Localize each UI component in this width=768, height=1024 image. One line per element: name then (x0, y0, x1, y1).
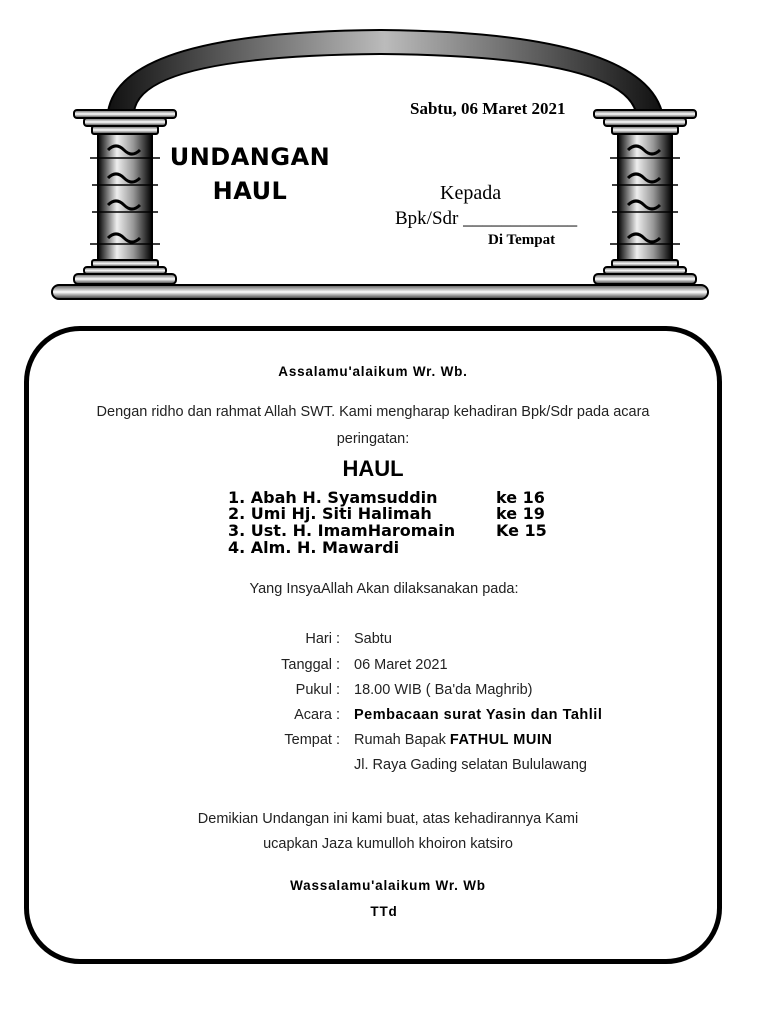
tempat-value (354, 732, 552, 748)
address-value: Jl. Raya Gading selatan Bululawang (354, 757, 587, 773)
hari-value: Sabtu (354, 631, 392, 647)
tempat-label: Tempat : (284, 732, 340, 748)
acara-label: Acara : (294, 707, 340, 723)
haul-name: 2. Umi Hj. Siti Halimah (228, 504, 432, 523)
tanggal-label: Tanggal : (281, 657, 340, 673)
closing-line-2: ucapkan Jaza kumulloh khoiron katsiro (263, 836, 513, 852)
haul-list-item (228, 539, 496, 556)
farewell: Wassalamu'alaikum Wr. Wb (290, 878, 486, 893)
intro-line-2: peringatan: (336, 431, 410, 447)
right-column (594, 110, 696, 284)
tempat-prefix: Rumah Bapak (354, 732, 446, 748)
intro-line-1: Dengan ridho dan rahmat Allah SWT. Kami mengharap kehadiran Bpk/Sdr pada acara (96, 404, 650, 420)
di-tempat-label: Di Tempat (488, 232, 556, 248)
title-undangan: UNDANGAN (169, 143, 331, 171)
greeting: Assalamu'alaikum Wr. Wb. (278, 364, 468, 379)
haul-ke: ke 19 (496, 504, 545, 523)
haul-name: 3. Ust. H. ImamHaromain (228, 521, 456, 540)
recipient-line: Bpk/Sdr ____________ (395, 208, 578, 229)
acara-value (354, 707, 602, 723)
haul-heading: HAUL (342, 456, 404, 481)
schedule-intro: Yang InsyaAllah Akan dilaksanakan pada: (249, 581, 519, 597)
base-platform (52, 285, 708, 299)
pukul-label: Pukul : (295, 682, 340, 698)
tanggal-value: 06 Maret 2021 (354, 657, 448, 673)
invitation-date: Sabtu, 06 Maret 2021 (410, 99, 566, 118)
haul-list-item (228, 505, 545, 522)
hari-label: Hari : (305, 631, 340, 647)
tempat-name: FATHUL MUIN (449, 732, 553, 748)
title-haul: HAUL (212, 177, 288, 205)
acara-value-text: Pembacaan surat Yasin dan Tahlil (354, 707, 603, 723)
closing-line-1: Demikian Undangan ini kami buat, atas kehadirannya Kami (197, 811, 579, 827)
haul-ke: ke 16 (496, 488, 545, 507)
arch-shape (108, 30, 662, 112)
haul-name: 4. Alm. H. Mawardi (228, 538, 400, 557)
haul-ke: Ke 15 (496, 521, 547, 540)
haul-list-item (228, 522, 547, 539)
signature-ttd: TTd (370, 904, 398, 919)
pukul-value: 18.00 WIB ( Ba'da Maghrib) (354, 682, 533, 698)
haul-name: 1. Abah H. Syamsuddin (228, 488, 438, 507)
kepada-label: Kepada (440, 182, 502, 204)
header-arch-columns-art (0, 0, 768, 310)
